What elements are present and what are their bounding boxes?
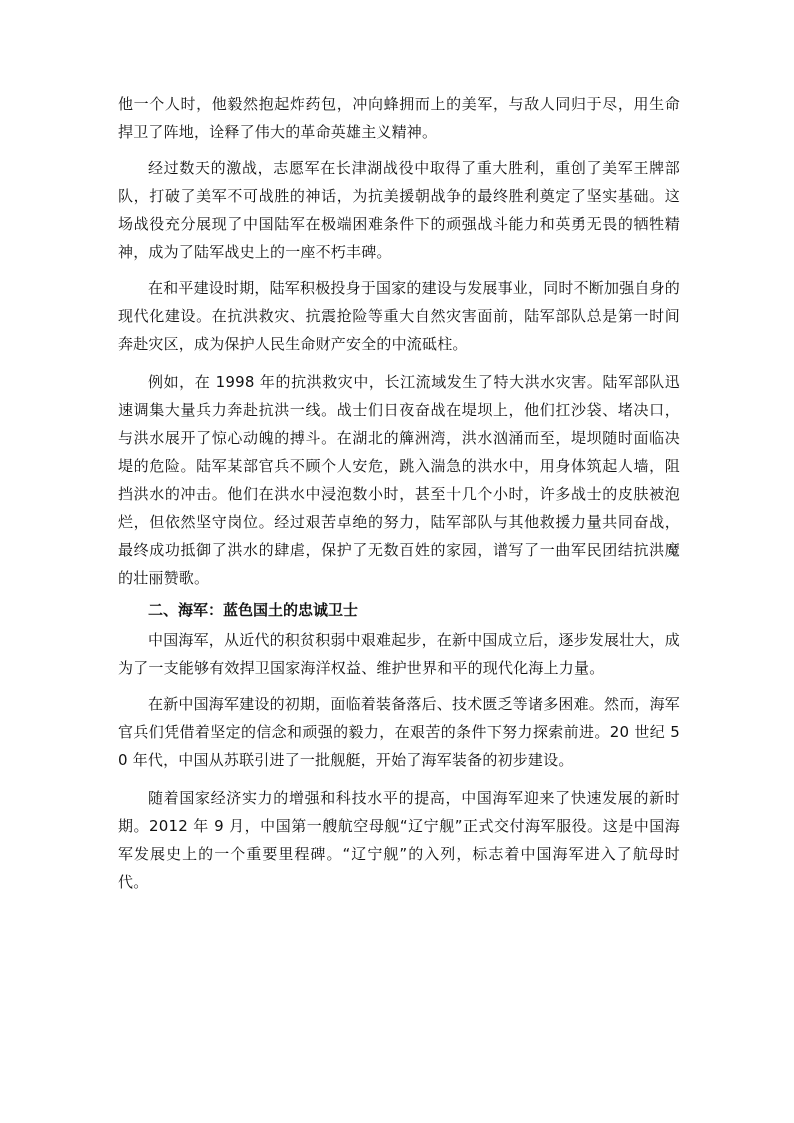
paragraph-navy-intro: 中国海军，从近代的积贫积弱中艰难起步，在新中国成立后，逐步发展壮大，成为了一支能够有效捍卫国家海洋权益、维护世界和平的现代化海上力量。: [118, 631, 681, 677]
document-page: [118, 0, 680, 896]
paragraph-navy-liaoning: 随着国家经济实力的增强和科技水平的提高，中国海军迎来了快速发展的新时期。2012 年 9 月，中国第一艘航空母舰“辽宁舰”正式交付海军服役。这是中国海军发展史上的一个重要里程碑。“辽宁舰”的入列，标志着中国海军进入了航母时代。: [118, 789, 680, 891]
paragraph-navy-early: 在新中国海军建设的初期，面临着装备落后、技术匮乏等诸多困难。然而，海军官兵们凭借着坚定的信念和顽强的毅力，在艰苦的条件下努力探索前进。20 世纪 50 年代，中国从苏联引进了一批舰艇，开始了海军装备的初步建设。: [118, 695, 681, 769]
paragraph-peacetime-construction: 在和平建设时期，陆军积极投身于国家的建设与发展事业，同时不断加强自身的现代化建设。在抗洪救灾、抗震抢险等重大自然灾害面前，陆军部队总是第一时间奔赴灾区，成为保护人民生命财产安全的中流砥柱。: [118, 279, 681, 353]
paragraph-1998-flood: 例如，在 1998 年的抗洪救灾中，长江流域发生了特大洪水灾害。陆军部队迅速调集大量兵力奔赴抗洪一线。战士们日夜奋战在堤坝上，他们扛沙袋、堵决口，与洪水展开了惊心动魄的搏斗。在湖北的簰洲湾，洪水汹涌而至，堤坝随时面临决堤的危险。陆军某部官兵不顾个人安危，跳入湍急的洪水中，用身体筑起人墙，阻挡洪水的冲击。他们在洪水中浸泡数小时，甚至十几个小时，许多战士的皮肤被泡烂，但依然坚守岗位。经过艰苦卓绝的努力，陆军部队与其他救援力量共同奋战，最终成功抵御了洪水的肆虐，保护了无数百姓的家园，谱写了一曲军民团结抗洪魔的壮丽赞歌。: [118, 373, 680, 587]
section-heading-navy: 二、海军：蓝色国土的忠诚卫士: [148, 601, 359, 619]
paragraph-continued: 他一个人时，他毅然抱起炸药包，冲向蜂拥而上的美军，与敌人同归于尽，用生命捍卫了阵地，诠释了伟大的革命英雄主义精神。: [118, 95, 680, 141]
paragraph-changjin-victory: 经过数天的激战，志愿军在长津湖战役中取得了重大胜利，重创了美军王牌部队，打破了美军不可战胜的神话，为抗美援朝战争的最终胜利奠定了坚实基础。这场战役充分展现了中国陆军在极端困难条件下的顽强战斗能力和英勇无畏的牺牲精神，成为了陆军战史上的一座不朽丰碑。: [118, 159, 680, 261]
